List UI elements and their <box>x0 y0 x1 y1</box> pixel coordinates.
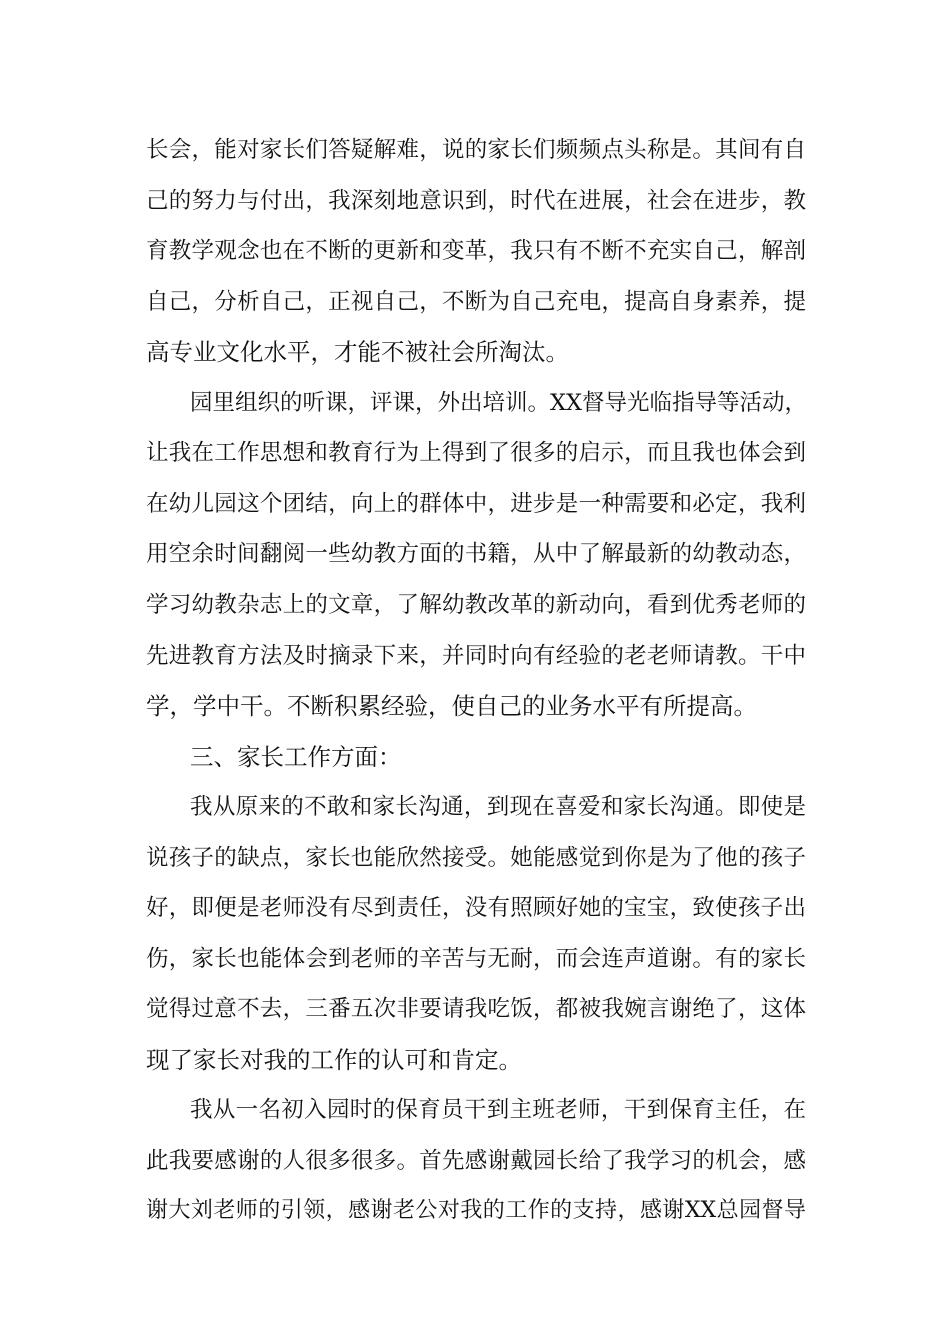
text-line: 谢大刘老师的引领，感谢老公对我的工作的支持，感谢XX总园督导 <box>146 1198 806 1223</box>
text-line: 现了家长对我的工作的认可和肯定。 <box>146 1046 522 1074</box>
text-line: 好，即便是老师没有尽到责任，没有照顾好她的宝宝，致使孩子出 <box>146 895 806 921</box>
text-line: 此我要感谢的人很多很多。首先感谢戴园长给了我学习的机会，感 <box>146 1148 806 1174</box>
text-line: 伤，家长也能体会到老师的辛苦与无耐，而会连声道谢。有的家长 <box>146 946 806 972</box>
text-line: 长会，能对家长们答疑解难，说的家长们频频点头称是。其间有自 <box>146 137 806 163</box>
text-line: 高专业文化水平，才能不被社会所淘汰。 <box>146 338 569 366</box>
text-line: 己的努力与付出，我深刻地意识到，时代在进展，社会在进步，教 <box>146 188 806 214</box>
text-line: 让我在工作思想和教育行为上得到了很多的启示，而且我也体会到 <box>146 440 806 466</box>
text-line: 学习幼教杂志上的文章，了解幼教改革的新动向，看到优秀老师的 <box>146 592 806 618</box>
text-line: 觉得过意不去，三番五次非要请我吃饭，都被我婉言谢绝了，这体 <box>146 996 806 1022</box>
text-line: 先进教育方法及时摘录下来，并同时向有经验的老老师请教。干中 <box>146 643 806 669</box>
text-line: 说孩子的缺点，家长也能欣然接受。她能感觉到你是为了他的孩子 <box>146 845 806 871</box>
text-line: 育教学观念也在不断的更新和变革，我只有不断不充实自己，解剖 <box>146 238 806 264</box>
text-line: 学，学中干。不断积累经验，使自己的业务水平有所提高。 <box>146 692 757 720</box>
paragraph-start-line: 园里组织的听课，评课，外出培训。XX督导光临指导等活动， <box>190 390 808 416</box>
text-line: 用空余时间翻阅一些幼教方面的书籍，从中了解最新的幼教动态， <box>146 541 806 567</box>
paragraph-start-line: 我从原来的不敢和家长沟通，到现在喜爱和家长沟通。即使是 <box>190 794 806 820</box>
paragraph-start-line: 我从一名初入园时的保育员干到主班老师，干到保育主任，在 <box>190 1097 806 1123</box>
text-line: 在幼儿园这个团结，向上的群体中，进步是一种需要和必定，我利 <box>146 491 806 517</box>
section-heading: 三、家长工作方面： <box>190 743 402 771</box>
text-line: 自己，分析自己，正视自己，不断为自己充电，提高自身素养，提 <box>146 289 806 315</box>
